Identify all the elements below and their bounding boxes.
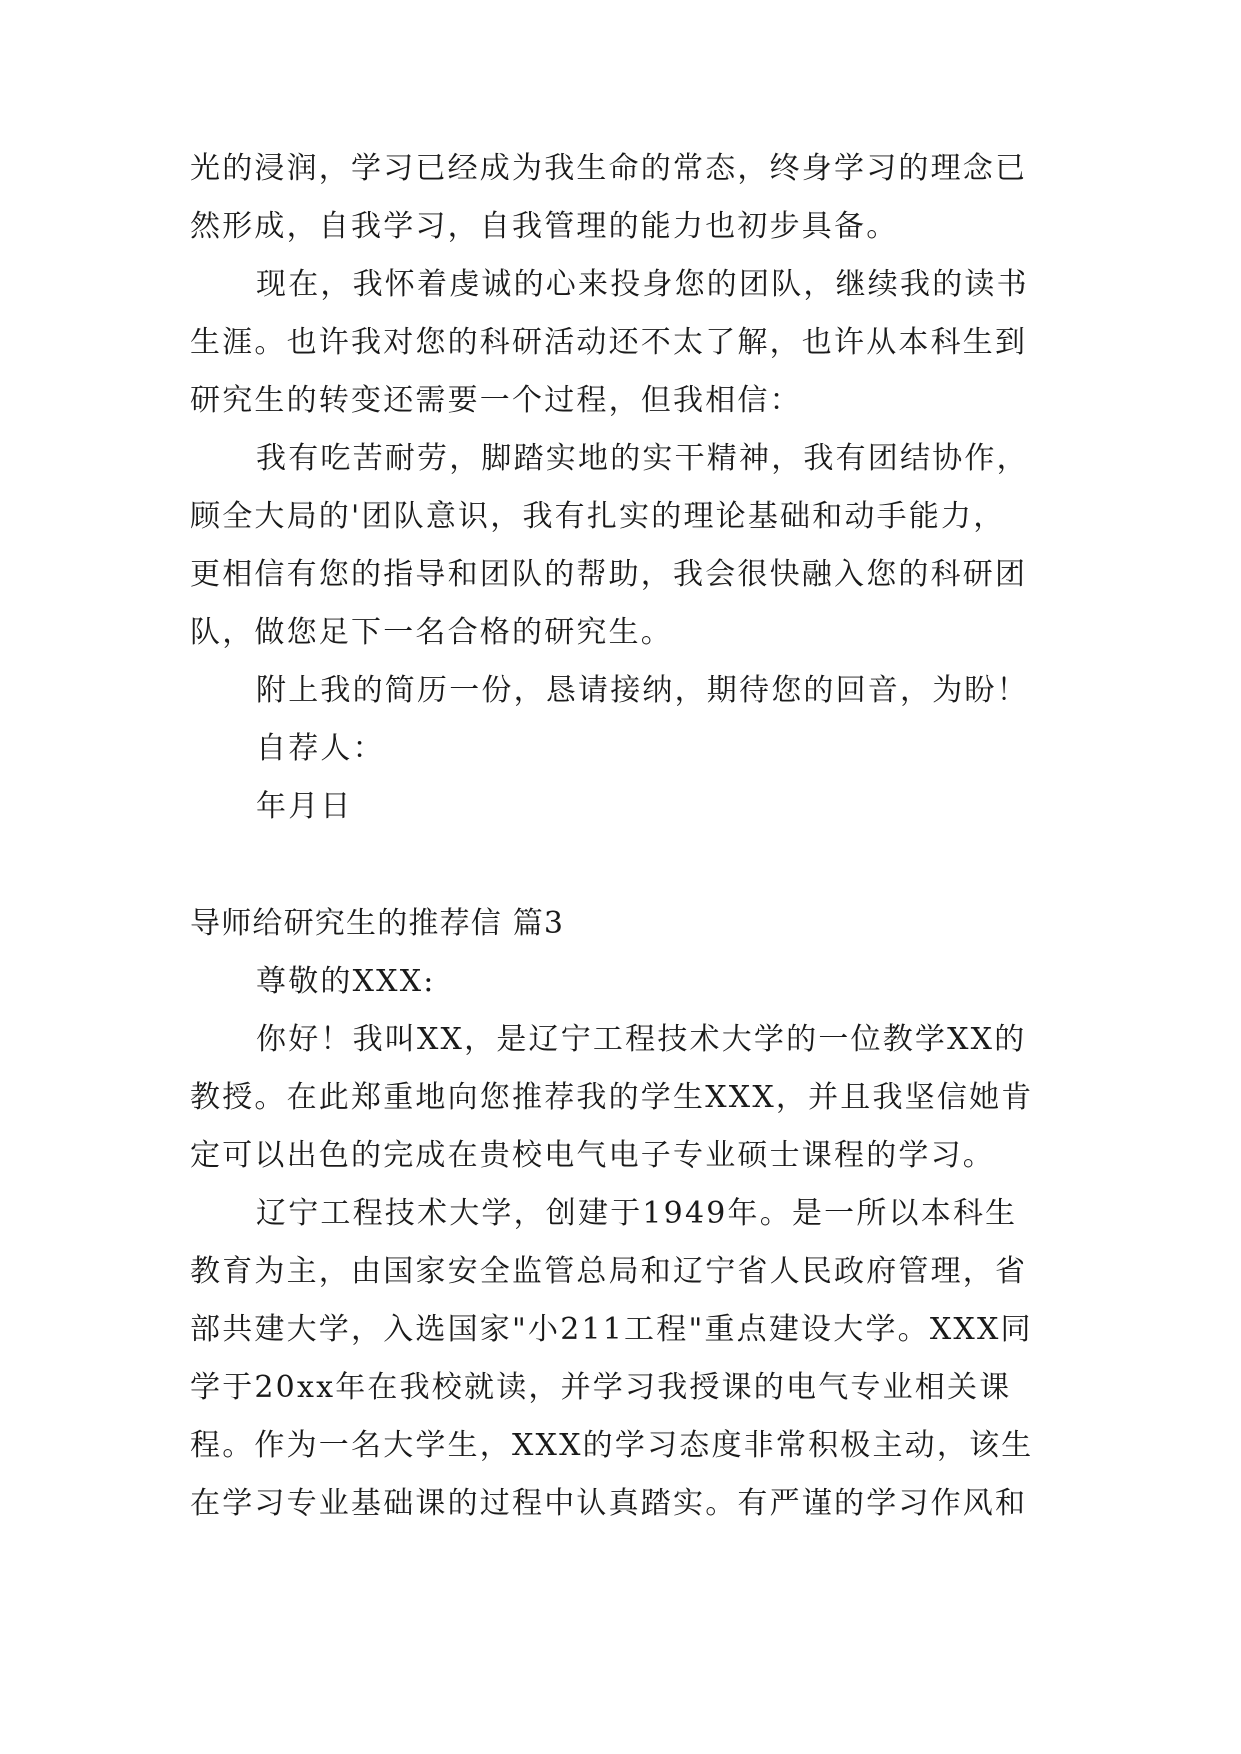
- text-line: 附上我的简历一份，恳请接纳，期待您的回音，为盼！: [256, 673, 1029, 708]
- text-line: 部共建大学，入选国家"小211工程"重点建设大学。XXX同: [190, 1312, 1033, 1347]
- text-line: 辽宁工程技术大学，创建于1949年。是一所以本科生: [256, 1196, 1018, 1231]
- text-line: 在学习专业基础课的过程中认真踏实。有严谨的学习作风和: [190, 1486, 1028, 1521]
- text-line: 光的浸润，学习已经成为我生命的常态，终身学习的理念已: [190, 151, 1028, 186]
- text-line: 更相信有您的指导和团队的帮助，我会很快融入您的科研团: [190, 557, 1028, 592]
- text-line: 队，做您足下一名合格的研究生。: [190, 615, 673, 650]
- text-line: 学于20xx年在我校就读，并学习我授课的电气专业相关课: [190, 1370, 1012, 1405]
- text-line: 研究生的转变还需要一个过程，但我相信：: [190, 383, 802, 418]
- text-line: 程。作为一名大学生，XXX的学习态度非常积极主动，该生: [190, 1428, 1034, 1463]
- salutation: 尊敬的XXX:: [256, 964, 436, 999]
- text-line: 现在，我怀着虔诚的心来投身您的团队，继续我的读书: [256, 267, 1029, 302]
- section-heading: 导师给研究生的推荐信 篇3: [190, 906, 565, 941]
- text-line: 我有吃苦耐劳，脚踏实地的实干精神，我有团结协作，: [256, 441, 1029, 476]
- signature-label: 自荐人：: [256, 731, 385, 766]
- text-line: 顾全大局的'团队意识，我有扎实的理论基础和动手能力，: [190, 499, 1006, 534]
- text-line: 教授。在此郑重地向您推荐我的学生XXX，并且我坚信她肯: [190, 1080, 1034, 1115]
- text-line: 定可以出色的完成在贵校电气电子专业硕士课程的学习。: [190, 1138, 995, 1173]
- text-line: 生涯。也许我对您的科研活动还不太了解，也许从本科生到: [190, 325, 1028, 360]
- date-label: 年月日: [256, 789, 353, 824]
- text-line: 教育为主，由国家安全监管总局和辽宁省人民政府管理，省: [190, 1254, 1028, 1289]
- text-line: 你好！我叫XX，是辽宁工程技术大学的一位教学XX的: [256, 1022, 1027, 1057]
- text-line: 然形成，自我学习，自我管理的能力也初步具备。: [190, 209, 899, 244]
